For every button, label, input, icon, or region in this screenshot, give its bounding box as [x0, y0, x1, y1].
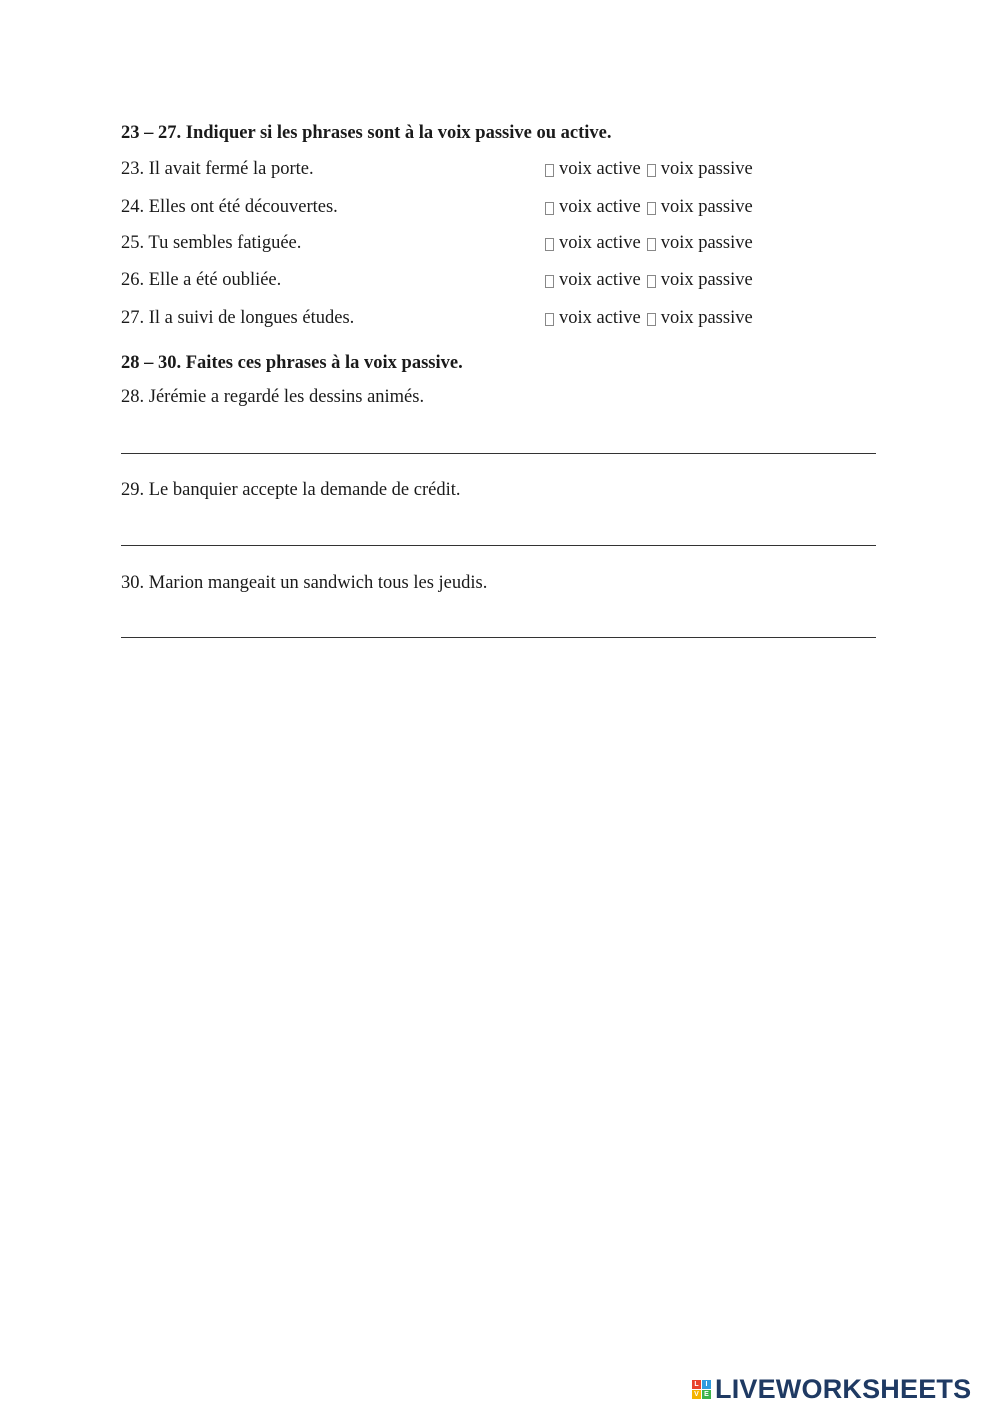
question-row-24	[121, 195, 881, 219]
answer-line-28[interactable]	[121, 453, 876, 454]
voice-options	[545, 306, 759, 330]
question-text: 24. Elles ont été découvertes.	[121, 197, 338, 217]
logo-mark-letter: L	[692, 1380, 701, 1389]
logo-mark-icon	[692, 1380, 711, 1399]
checkbox-voix-active[interactable]	[545, 313, 554, 326]
checkbox-voix-active[interactable]	[545, 275, 554, 288]
option-label-active: voix active	[559, 159, 641, 179]
question-row-26	[121, 268, 881, 292]
question-text: 27. Il a suivi de longues études.	[121, 308, 355, 328]
option-label-passive: voix passive	[660, 159, 753, 179]
section-2-heading: 28 – 30. Faites ces phrases à la voix passive.	[121, 353, 463, 373]
option-label-passive: voix passive	[660, 308, 753, 328]
question-text: 23. Il avait fermé la porte.	[121, 159, 314, 179]
logo-mark-letter: I	[702, 1380, 711, 1389]
option-label-passive: voix passive	[660, 197, 753, 217]
answer-line-30[interactable]	[121, 637, 876, 638]
question-29-text: 29. Le banquier accepte la demande de crédit.	[121, 480, 461, 500]
question-30-text: 30. Marion mangeait un sandwich tous les jeudis.	[121, 573, 488, 593]
liveworksheets-logo	[692, 1374, 971, 1404]
voice-options	[545, 157, 759, 181]
option-label-active: voix active	[559, 197, 641, 217]
question-text: 26. Elle a été oubliée.	[121, 270, 282, 290]
logo-text: LIVEWORKSHEETS	[715, 1374, 972, 1404]
option-label-active: voix active	[559, 233, 641, 253]
checkbox-voix-passive[interactable]	[647, 238, 656, 251]
question-row-25	[121, 231, 881, 255]
checkbox-voix-passive[interactable]	[647, 275, 656, 288]
checkbox-voix-active[interactable]	[545, 238, 554, 251]
voice-options	[545, 231, 759, 255]
checkbox-voix-passive[interactable]	[647, 164, 656, 177]
question-text: 25. Tu sembles fatiguée.	[121, 233, 302, 253]
option-label-active: voix active	[559, 270, 641, 290]
logo-mark-letter: V	[692, 1390, 701, 1399]
checkbox-voix-passive[interactable]	[647, 313, 656, 326]
checkbox-voix-active[interactable]	[545, 202, 554, 215]
option-label-active: voix active	[559, 308, 641, 328]
section-1-heading: 23 – 27. Indiquer si les phrases sont à la voix passive ou active.	[121, 123, 612, 143]
voice-options	[545, 195, 759, 219]
option-label-passive: voix passive	[660, 270, 753, 290]
question-row-23	[121, 157, 881, 181]
checkbox-voix-active[interactable]	[545, 164, 554, 177]
checkbox-voix-passive[interactable]	[647, 202, 656, 215]
option-label-passive: voix passive	[660, 233, 753, 253]
logo-mark-letter: E	[702, 1390, 711, 1399]
answer-line-29[interactable]	[121, 545, 876, 546]
question-row-27	[121, 306, 881, 330]
question-28-text: 28. Jérémie a regardé les dessins animés.	[121, 387, 425, 407]
voice-options	[545, 268, 759, 292]
